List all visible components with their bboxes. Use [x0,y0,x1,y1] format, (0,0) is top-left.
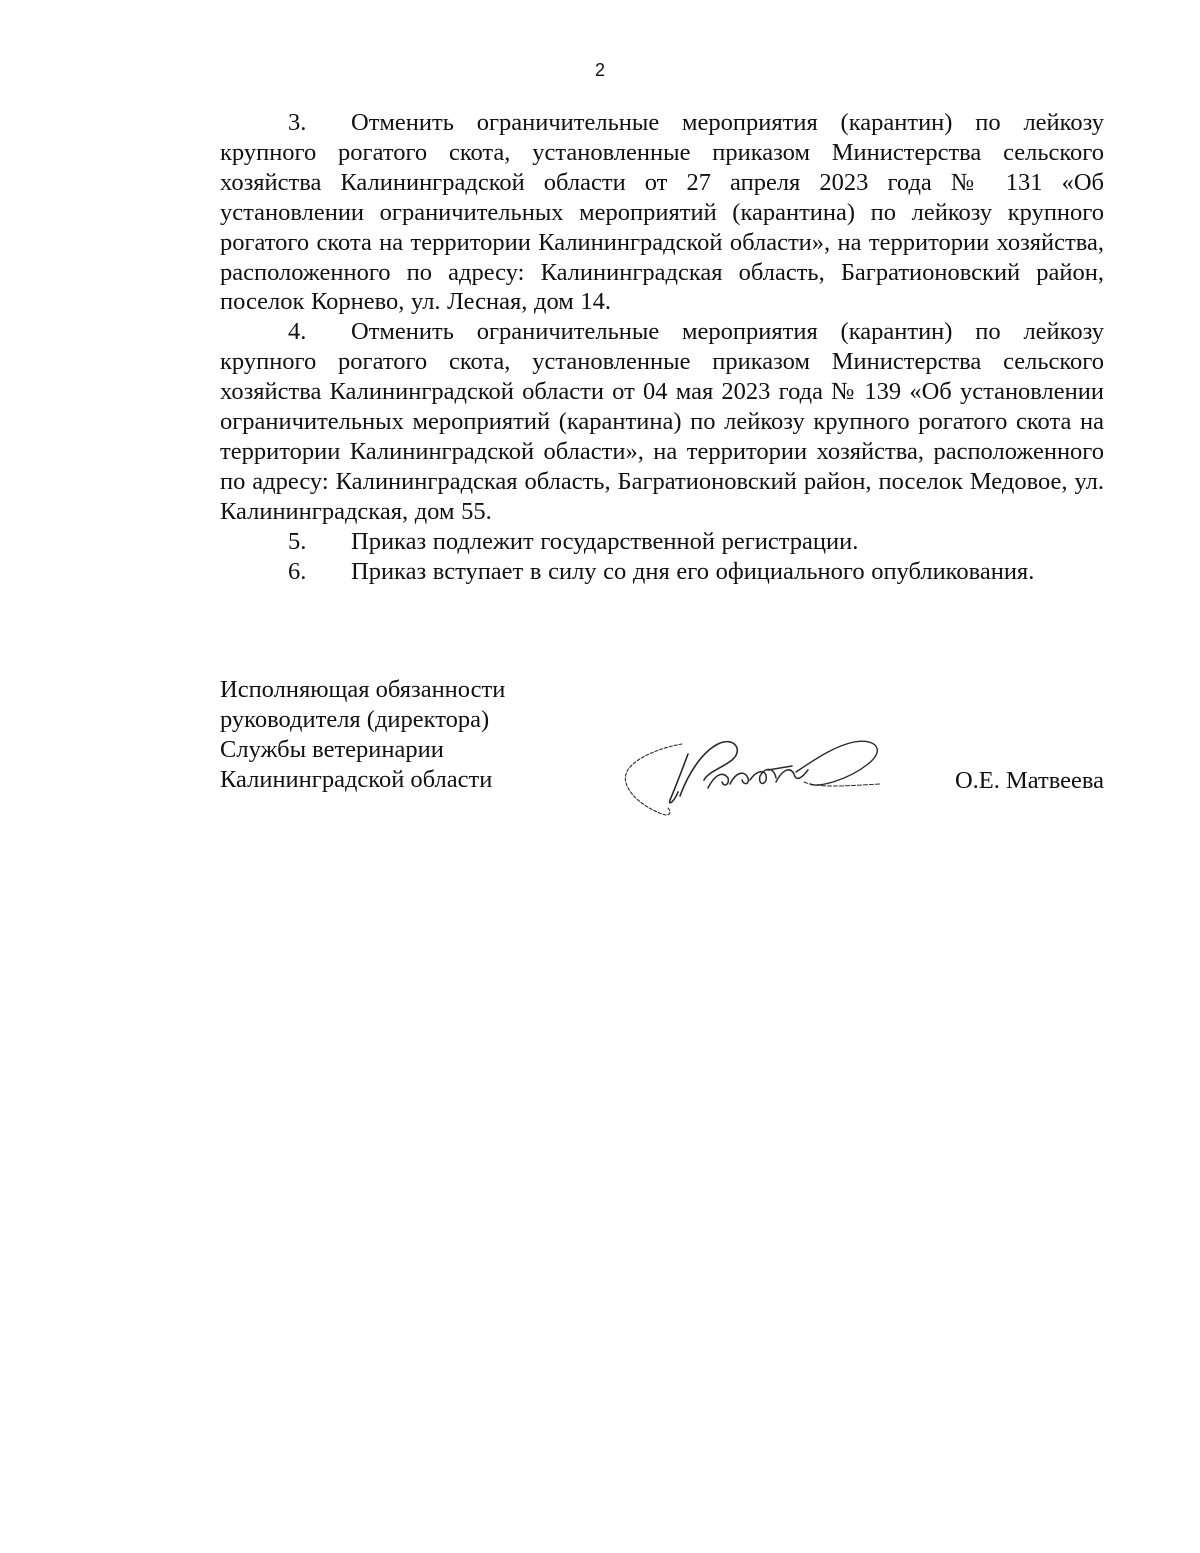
paragraph-number: 4. [288,318,307,346]
paragraph-6 [220,557,1104,587]
position-line: Службы ветеринарии [220,736,444,763]
paragraph-number: 5. [288,527,307,555]
paragraph-4 [220,317,1104,526]
paragraph-5 [220,527,1104,557]
signatory-position [220,675,505,795]
position-line: Исполняющая обязанности [220,676,506,703]
paragraph-text: Отменить ограничительные мероприятия (карантин) по лейкозу крупного рогатого скота, установленные приказом Министерства сельского хозяйства Калининградской области от 27 апреля 2023 года № 131 «Об установлении ограничительных мероприятий (карантина) по лейкозу крупного рогатого скота на территории Калининградской области», на территории хозяйства, расположенного по адресу: Калининградская область, Багратионовский район, поселок Корнево, ул. Лесная, дом 14. [220,109,1104,316]
paragraph-3 [220,108,1104,317]
paragraph-text: Приказ подлежит государственной регистрации. [351,527,859,555]
position-line: Калининградской области [220,766,493,793]
paragraph-text: Приказ вступает в силу со дня его официального опубликования. [351,557,1035,585]
handwritten-signature [618,726,900,826]
page-number: 2 [594,60,605,80]
signer-name: О.Е. Матвеева [954,767,1104,794]
document-body [220,108,1104,587]
paragraph-text: Отменить ограничительные мероприятия (карантин) по лейкозу крупного рогатого скота, установленные приказом Министерства сельского хозяйства Калининградской области от 04 мая 2023 года № 139 «Об установлении ограничительных мероприятий (карантина) по лейкозу крупного рогатого скота на территории Калининградской области», на территории хозяйства, расположенного по адресу: Калининградская область, Багратионовский район, поселок Медовое, ул. Калининградская, дом 55. [220,318,1104,525]
paragraph-number: 6. [288,557,307,585]
paragraph-number: 3. [288,109,307,136]
position-line: руководителя (директора) [220,706,490,733]
